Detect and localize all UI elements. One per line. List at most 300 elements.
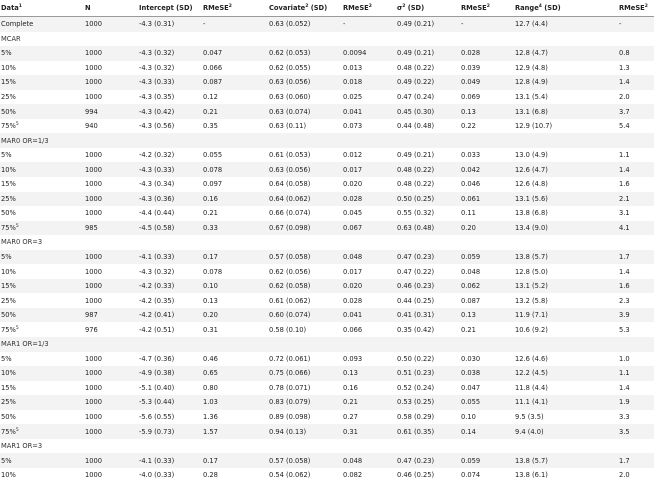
cell-value: 5.4 (619, 122, 630, 131)
table-cell (460, 381, 514, 396)
cell-value: 0.097 (203, 180, 223, 189)
table-cell (342, 162, 396, 177)
cell-value: 12.8 (4.9) (515, 78, 548, 87)
table-row (0, 148, 654, 163)
cell-value: 0.047 (461, 383, 481, 392)
cell-value: - (343, 20, 346, 29)
table-cell (514, 104, 618, 119)
table-cell (202, 177, 268, 192)
cell-value: 1000 (85, 180, 103, 189)
table-cell (138, 75, 202, 90)
cell-value: 12.9 (10.7) (515, 122, 553, 131)
cell-value: 0.047 (203, 49, 223, 58)
cell-value: 1000 (85, 413, 103, 422)
cell-value: 0.52 (0.24) (397, 383, 435, 392)
table-cell (84, 352, 138, 367)
table-cell (268, 61, 342, 76)
cell-value: 0.12 (203, 93, 218, 101)
cell-value: 1000 (85, 398, 103, 407)
table-cell (514, 322, 618, 337)
table-cell (0, 221, 84, 236)
cell-value: 0.048 (343, 456, 363, 465)
cell-value: 12.6 (4.7) (515, 165, 548, 174)
table-cell (138, 410, 202, 425)
cell-value: 3.5 (619, 427, 630, 436)
table-cell (396, 381, 460, 396)
cell-value: 0.47 (0.24) (397, 93, 435, 101)
column-header (342, 0, 396, 17)
cell-value: 0.0094 (343, 49, 367, 58)
column-header-text: Covariate (269, 4, 306, 12)
table-cell (396, 17, 460, 32)
table-cell (138, 424, 202, 439)
table-cell (514, 119, 618, 134)
table-cell (342, 148, 396, 163)
table-cell (0, 352, 84, 367)
table-cell (268, 410, 342, 425)
table-cell (268, 46, 342, 61)
cell-value: 2.0 (619, 93, 630, 101)
cell-value: 0.16 (203, 194, 218, 203)
table-cell (342, 104, 396, 119)
table-cell (0, 293, 84, 308)
table-cell (460, 221, 514, 236)
cell-value: -4.3 (0.36) (139, 194, 175, 203)
table-cell (84, 293, 138, 308)
cell-value: 0.045 (343, 209, 363, 218)
cell-value: 0.72 (0.061) (269, 354, 311, 363)
cell-value: 0.038 (461, 369, 481, 378)
cell-value: 994 (85, 107, 98, 116)
cell-value: 0.62 (0.055) (269, 63, 311, 72)
cell-value: 11.9 (7.1) (515, 311, 548, 320)
cell-value: 0.65 (203, 369, 218, 378)
table-cell (342, 293, 396, 308)
table-cell (618, 46, 654, 61)
table-cell (268, 308, 342, 323)
cell-value: 12.6 (4.8) (515, 180, 548, 189)
column-header (460, 0, 514, 17)
table-cell (618, 177, 654, 192)
cell-value: 15% (1, 282, 16, 291)
cell-value: -4.3 (0.32) (139, 267, 175, 276)
cell-value: 0.63 (0.056) (269, 78, 311, 87)
table-cell (0, 177, 84, 192)
footnote-marker: 5 (15, 427, 19, 433)
table-row (0, 366, 654, 381)
table-cell (460, 293, 514, 308)
cell-value: 0.055 (461, 398, 481, 407)
cell-value: 0.020 (343, 180, 363, 189)
table-cell (84, 75, 138, 90)
cell-value: 0.049 (461, 78, 481, 87)
table-cell (268, 424, 342, 439)
column-header-text: RMeSE (619, 4, 645, 12)
table-cell (268, 206, 342, 221)
table-cell (84, 221, 138, 236)
table-cell (618, 148, 654, 163)
cell-value: 0.63 (0.052) (269, 20, 311, 29)
column-header-text: RMeSE (343, 4, 369, 12)
table-cell (138, 177, 202, 192)
cell-value: 75% (1, 325, 16, 334)
table-cell (618, 17, 654, 32)
cell-value: 0.13 (203, 296, 218, 305)
table-cell (138, 17, 202, 32)
table-cell (138, 162, 202, 177)
table-cell (268, 468, 342, 483)
table-cell (514, 410, 618, 425)
table-cell (514, 90, 618, 105)
table-row (0, 410, 654, 425)
table-cell (0, 206, 84, 221)
cell-value: 976 (85, 325, 98, 334)
cell-value: 3.3 (619, 413, 630, 422)
table-row (0, 279, 654, 294)
cell-value: -4.3 (0.42) (139, 107, 175, 116)
cell-value: -5.9 (0.73) (139, 427, 175, 436)
table-cell (138, 395, 202, 410)
table-cell (138, 250, 202, 265)
table-cell (0, 264, 84, 279)
table-cell (460, 148, 514, 163)
table-row (0, 192, 654, 207)
table-cell (268, 250, 342, 265)
cell-value: -4.4 (0.44) (139, 209, 175, 218)
table-cell (396, 46, 460, 61)
cell-value: 0.83 (0.079) (269, 398, 311, 407)
table-cell (396, 352, 460, 367)
table-cell (396, 148, 460, 163)
cell-value: 0.059 (461, 456, 481, 465)
cell-value: 0.55 (0.32) (397, 209, 435, 218)
cell-value: 5% (1, 253, 12, 262)
table-cell (268, 279, 342, 294)
table-cell (396, 308, 460, 323)
table-cell (460, 206, 514, 221)
cell-value: 0.046 (461, 180, 481, 189)
table-cell (396, 250, 460, 265)
cell-value: 0.80 (203, 383, 218, 392)
table-row (0, 162, 654, 177)
cell-value: 0.21 (203, 107, 218, 116)
table-cell (342, 322, 396, 337)
table-cell (396, 410, 460, 425)
table-cell (138, 264, 202, 279)
table-cell (514, 206, 618, 221)
table-cell (618, 410, 654, 425)
cell-value: 1.7 (619, 253, 630, 262)
table-cell (268, 75, 342, 90)
table-cell (618, 424, 654, 439)
table-cell (84, 192, 138, 207)
column-header-text: N (85, 4, 91, 12)
table-cell (84, 177, 138, 192)
cell-value: 1000 (85, 78, 103, 87)
cell-value: 0.067 (343, 223, 363, 232)
table-cell (618, 61, 654, 76)
table-cell (268, 264, 342, 279)
table-cell (342, 221, 396, 236)
cell-value: 10% (1, 267, 16, 276)
table-row (0, 17, 654, 32)
table-cell (138, 381, 202, 396)
cell-value: 0.017 (343, 267, 363, 276)
column-header (202, 0, 268, 17)
cell-value: 0.61 (0.062) (269, 296, 311, 305)
cell-value: 0.028 (461, 49, 481, 58)
cell-value: 1000 (85, 456, 103, 465)
cell-value: -4.2 (0.41) (139, 311, 175, 320)
cell-value: 1000 (85, 209, 103, 218)
table-cell (138, 468, 202, 483)
cell-value: 987 (85, 311, 98, 320)
table-cell (202, 366, 268, 381)
cell-value: 0.49 (0.21) (397, 20, 435, 29)
table-cell (268, 221, 342, 236)
cell-value: 50% (1, 311, 16, 320)
table-cell (342, 177, 396, 192)
cell-value: 0.48 (0.22) (397, 165, 435, 174)
cell-value: 0.025 (343, 93, 363, 101)
table-cell (202, 308, 268, 323)
cell-value: 0.35 (203, 122, 218, 131)
table-cell (460, 75, 514, 90)
cell-value: 0.012 (343, 151, 363, 160)
cell-value: 0.087 (203, 78, 223, 87)
cell-value: 0.48 (0.22) (397, 63, 435, 72)
section-row (0, 133, 654, 148)
cell-value: -5.3 (0.44) (139, 398, 175, 407)
table-cell (202, 352, 268, 367)
cell-value: 0.62 (0.053) (269, 49, 311, 58)
cell-value: 0.030 (461, 354, 481, 363)
table-row (0, 221, 654, 236)
cell-value: 15% (1, 383, 16, 392)
table-row (0, 61, 654, 76)
cell-value: 1.1 (619, 369, 630, 378)
cell-value: 1000 (85, 383, 103, 392)
table-cell (396, 192, 460, 207)
column-header-text: σ (397, 4, 403, 12)
table-row (0, 293, 654, 308)
section-row (0, 32, 654, 47)
cell-value: 50% (1, 209, 16, 218)
table-cell (202, 46, 268, 61)
table-cell (138, 104, 202, 119)
cell-value: 1.57 (203, 427, 218, 436)
table-cell (202, 104, 268, 119)
cell-value: 1.36 (203, 413, 218, 422)
cell-value: -4.2 (0.33) (139, 282, 175, 291)
table-cell (514, 293, 618, 308)
table-row (0, 206, 654, 221)
cell-value: 0.50 (0.25) (397, 194, 435, 203)
cell-value: 0.46 (203, 354, 218, 363)
footnote-marker: 5 (15, 223, 19, 229)
cell-value: 0.059 (461, 253, 481, 262)
cell-value: -5.1 (0.40) (139, 383, 175, 392)
table-cell (514, 381, 618, 396)
table-cell (84, 395, 138, 410)
cell-value: 1.6 (619, 282, 630, 291)
table-cell (514, 279, 618, 294)
cell-value: 9.4 (4.0) (515, 427, 544, 436)
cell-value: 0.074 (461, 471, 481, 480)
table-cell (84, 410, 138, 425)
table-cell (268, 366, 342, 381)
table-cell (84, 104, 138, 119)
footnote-marker: 2 (644, 3, 648, 9)
cell-value: 0.31 (343, 427, 358, 436)
cell-value: 0.073 (343, 122, 363, 131)
table-cell (84, 250, 138, 265)
table-cell (84, 90, 138, 105)
table-cell (396, 279, 460, 294)
table-cell (202, 221, 268, 236)
cell-value: 12.2 (4.5) (515, 369, 548, 378)
cell-value: 13.0 (4.9) (515, 151, 548, 160)
table-cell (618, 468, 654, 483)
table-cell (460, 279, 514, 294)
table-cell (0, 279, 84, 294)
cell-value: 0.46 (0.23) (397, 282, 435, 291)
table-cell (0, 104, 84, 119)
table-cell (460, 395, 514, 410)
cell-value: 0.22 (461, 122, 476, 131)
cell-value: 25% (1, 194, 16, 203)
table-cell (84, 162, 138, 177)
table-body (0, 17, 654, 483)
cell-value: 10% (1, 63, 16, 72)
table-cell (514, 308, 618, 323)
table-cell (342, 206, 396, 221)
cell-value: 0.14 (461, 427, 476, 436)
cell-value: 0.58 (0.10) (269, 325, 307, 334)
table-cell (0, 90, 84, 105)
cell-value: - (203, 20, 206, 29)
cell-value: 1.7 (619, 456, 630, 465)
cell-value: - (461, 20, 464, 29)
cell-value: 13.8 (5.7) (515, 456, 548, 465)
table-cell (460, 308, 514, 323)
section-label: MCAR (0, 32, 654, 47)
table-row (0, 119, 654, 134)
table-cell (202, 148, 268, 163)
cell-value: 0.041 (343, 107, 363, 116)
table-cell (0, 395, 84, 410)
cell-value: 940 (85, 122, 98, 131)
cell-value: 4.1 (619, 223, 630, 232)
cell-value: 0.47 (0.22) (397, 267, 435, 276)
footnote-marker: 2 (305, 3, 309, 9)
table-cell (202, 206, 268, 221)
cell-value: 0.64 (0.062) (269, 194, 311, 203)
cell-value: 1000 (85, 354, 103, 363)
footnote-marker: 5 (15, 325, 19, 331)
column-header (618, 0, 654, 17)
table-cell (618, 308, 654, 323)
table-cell (268, 395, 342, 410)
table-cell (342, 264, 396, 279)
table-cell (514, 250, 618, 265)
cell-value: 0.63 (0.48) (397, 223, 435, 232)
cell-value: 1000 (85, 49, 103, 58)
cell-value: 0.44 (0.25) (397, 296, 435, 305)
cell-value: 0.041 (343, 311, 363, 320)
table-cell (342, 424, 396, 439)
cell-value: 1000 (85, 471, 103, 480)
cell-value: 0.27 (343, 413, 358, 422)
cell-value: 1000 (85, 93, 103, 101)
table-cell (396, 293, 460, 308)
table-cell (138, 352, 202, 367)
footnote-marker: 2 (486, 3, 490, 9)
table-row (0, 395, 654, 410)
table-cell (618, 293, 654, 308)
table-cell (0, 75, 84, 90)
cell-value: -4.3 (0.31) (139, 20, 175, 29)
cell-value: 0.89 (0.098) (269, 413, 311, 422)
cell-value: -4.2 (0.51) (139, 325, 175, 334)
cell-value: 0.63 (0.11) (269, 122, 307, 131)
table-row (0, 424, 654, 439)
table-cell (202, 119, 268, 134)
cell-value: 1000 (85, 427, 103, 436)
table-cell (396, 162, 460, 177)
table-cell (0, 250, 84, 265)
cell-value: 1000 (85, 282, 103, 291)
table-cell (460, 424, 514, 439)
cell-value: 75% (1, 223, 16, 232)
table-cell (0, 148, 84, 163)
table-cell (268, 17, 342, 32)
table-cell (618, 366, 654, 381)
table-cell (202, 250, 268, 265)
cell-value: 2.0 (619, 471, 630, 480)
table-cell (138, 308, 202, 323)
table-cell (0, 46, 84, 61)
cell-value: 0.57 (0.058) (269, 456, 311, 465)
column-header-suffix: (SD) (541, 4, 561, 12)
table-row (0, 250, 654, 265)
cell-value: 0.066 (343, 325, 363, 334)
column-header-suffix: (SD) (308, 4, 328, 12)
cell-value: 3.9 (619, 311, 630, 320)
cell-value: 1000 (85, 194, 103, 203)
section-label: MAR0 OR=1/3 (0, 133, 654, 148)
column-header-text: RMeSE (203, 4, 229, 12)
table-cell (84, 424, 138, 439)
column-header (84, 0, 138, 17)
table-cell (202, 424, 268, 439)
cell-value: 11.1 (4.1) (515, 398, 548, 407)
cell-value: 0.63 (0.074) (269, 107, 311, 116)
table-cell (396, 322, 460, 337)
cell-value: 1000 (85, 63, 103, 72)
table-row (0, 381, 654, 396)
table-cell (202, 322, 268, 337)
table-cell (514, 177, 618, 192)
table-cell (618, 381, 654, 396)
cell-value: 3.1 (619, 209, 630, 218)
column-header-suffix: (SD) (405, 4, 425, 12)
table-cell (138, 148, 202, 163)
cell-value: -4.3 (0.56) (139, 122, 175, 131)
footnote-marker: 2 (402, 3, 406, 9)
cell-value: 25% (1, 93, 16, 101)
table-cell (84, 46, 138, 61)
